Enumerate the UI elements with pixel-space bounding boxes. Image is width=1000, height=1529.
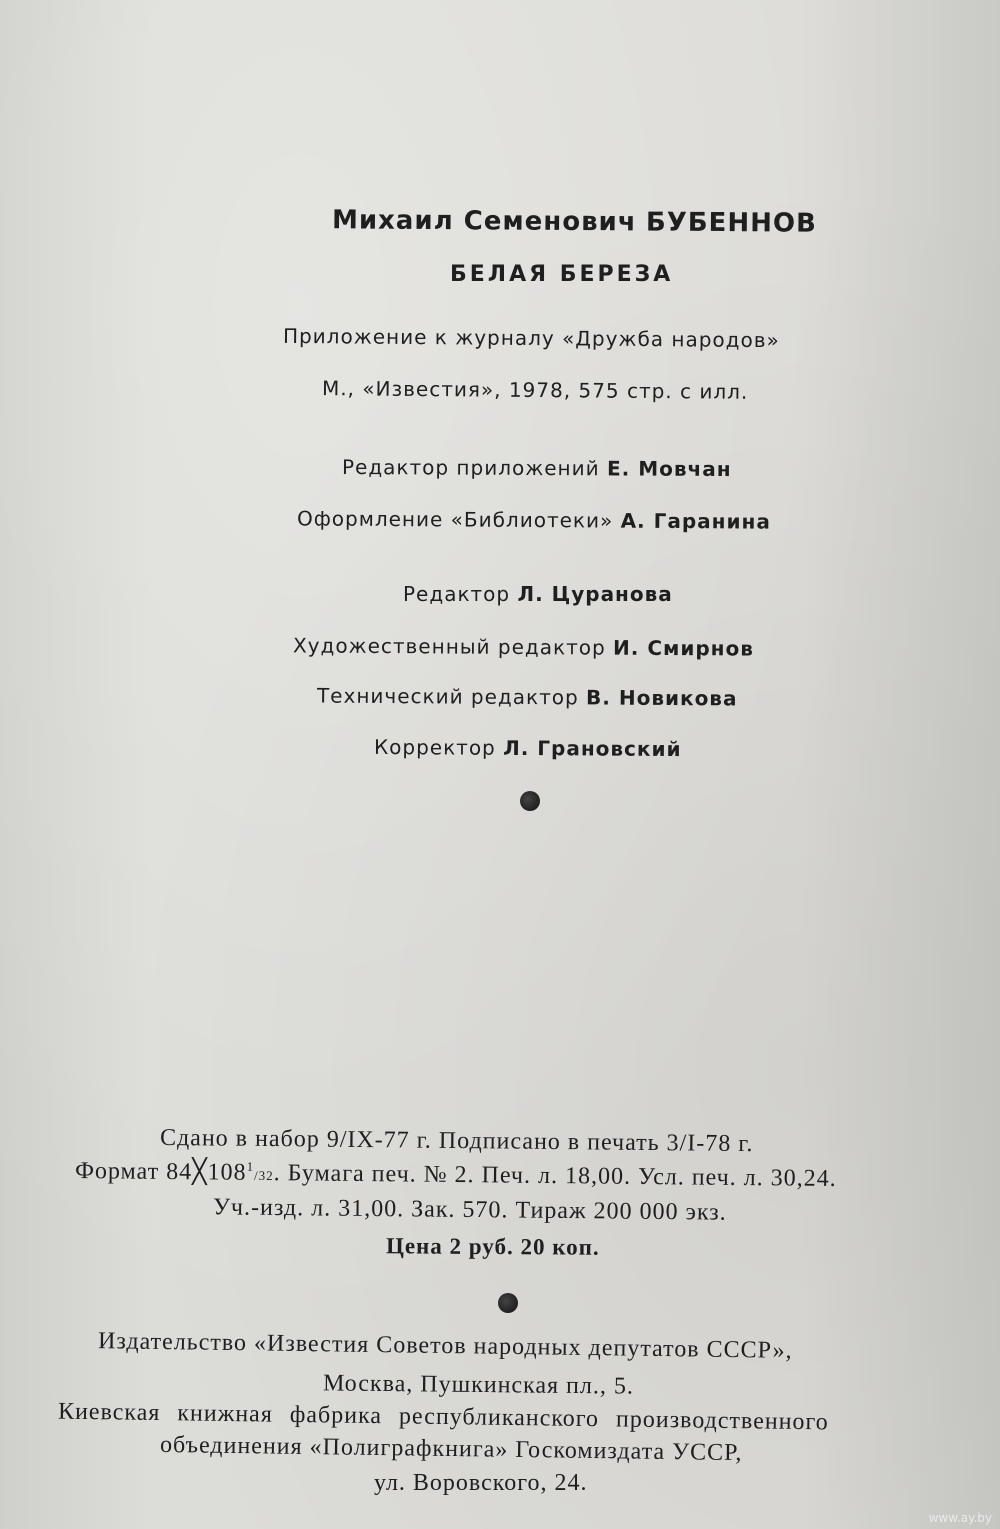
- design-credit: [297, 506, 771, 533]
- book-title: БЕЛАЯ БЕРЕЗА: [450, 262, 674, 287]
- credit-role: Редактор: [403, 582, 511, 606]
- times-sign: ╳: [192, 1159, 208, 1186]
- format-sub: /32: [253, 1167, 274, 1184]
- print-run-line: Уч.-изд. л. 31,00. Зак. 570. Тираж 200 000 экз.: [212, 1194, 727, 1226]
- credit-role: Корректор: [373, 734, 496, 760]
- price-line: Цена 2 руб. 20 коп.: [385, 1233, 600, 1260]
- credit-role: Редактор приложений: [341, 454, 600, 481]
- format-line: [75, 1156, 837, 1193]
- credit-name: В. Новикова: [586, 685, 738, 711]
- tech-editor-credit: [317, 684, 738, 711]
- format-rest: . Бумага печ. № 2. Печ. л. 18,00. Усл. печ. л. 30,24.: [273, 1160, 837, 1192]
- proofreader-credit: [374, 735, 682, 761]
- credit-name: И. Смирнов: [612, 635, 755, 661]
- credit-name: А. Гаранина: [620, 508, 771, 534]
- printer-line-2: объединения «Полиграфкнига» Госкомиздата УССР,: [159, 1431, 743, 1467]
- author-name: Михаил Семенович: [331, 205, 637, 238]
- separator-dot: [520, 791, 540, 811]
- credit-role: Художественный редактор: [292, 633, 606, 660]
- imprint-line: М., «Известия», 1978, 575 стр. с илл.: [321, 376, 749, 404]
- credit-role: Технический редактор: [316, 683, 579, 710]
- publisher-name: Издательство «Известия Советов народных депутатов СССР»,: [97, 1328, 793, 1364]
- format-number: 108: [207, 1159, 247, 1186]
- watermark: www.ay.by: [928, 1511, 992, 1525]
- art-editor-credit: [293, 633, 754, 660]
- supplement-editor-credit: [342, 455, 732, 481]
- printer-line-3: ул. Воровского, 24.: [374, 1470, 588, 1496]
- typesetting-dates: Сдано в набор 9/IX-77 г. Подписано в печать 3/I-78 г.: [159, 1124, 754, 1158]
- printer-line-1: Киевская книжная фабрика республиканского производственного: [57, 1398, 829, 1436]
- author-surname: БУБЕННОВ: [645, 207, 817, 239]
- credit-name: Л. Грановский: [503, 735, 682, 762]
- editor-credit: [403, 582, 673, 606]
- separator-dot: [498, 1293, 518, 1313]
- author-line: [332, 205, 817, 238]
- format-sup: 1: [246, 1158, 255, 1174]
- credit-role: Оформление «Библиотеки»: [296, 506, 614, 533]
- credit-name: Е. Мовчан: [606, 456, 732, 482]
- credit-name: Л. Цуранова: [517, 582, 673, 606]
- supplement-note: Приложение к журналу «Дружба народов»: [282, 323, 780, 353]
- format-prefix: Формат 84: [74, 1158, 193, 1186]
- publisher-address: Москва, Пушкинская пл., 5.: [322, 1370, 635, 1400]
